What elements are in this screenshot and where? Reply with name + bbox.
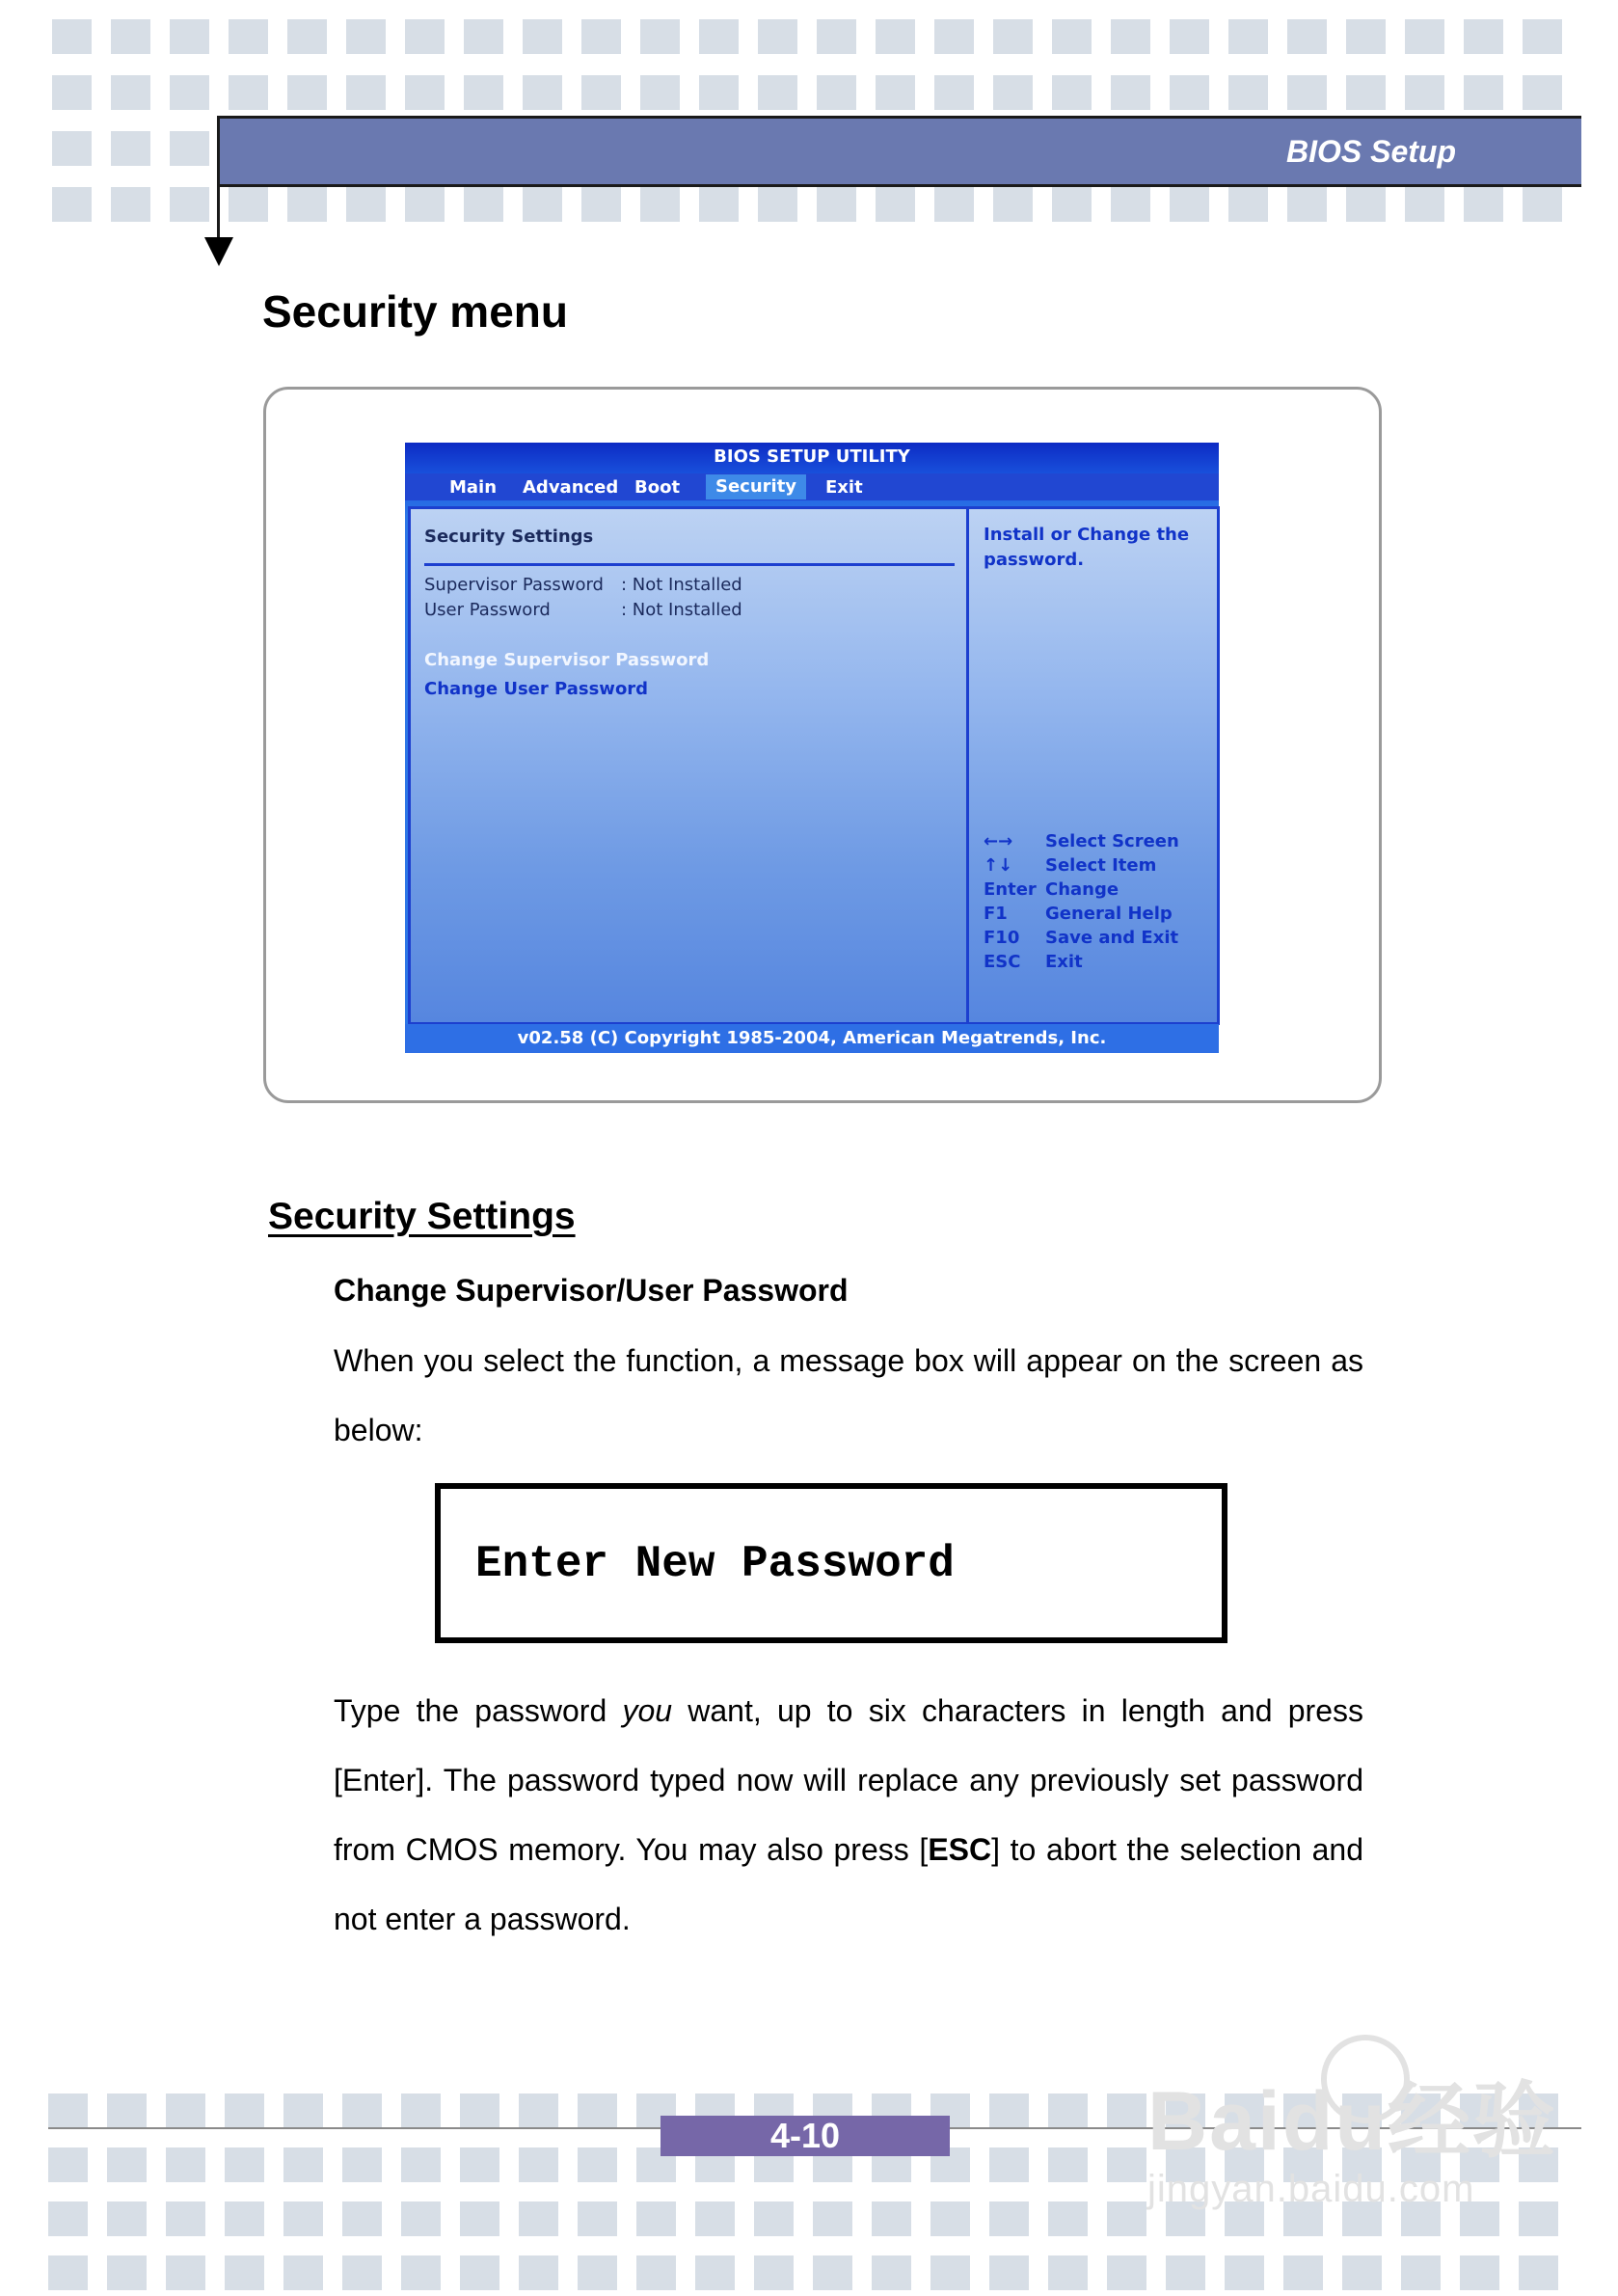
grid-square (1523, 19, 1562, 54)
grid-square (48, 2147, 88, 2182)
intro-paragraph: When you select the function, a message box will appear on the screen as below: (334, 1343, 1363, 1447)
grid-square (346, 75, 386, 110)
bios-tab-security[interactable]: Security (706, 474, 806, 500)
grid-square (934, 19, 974, 54)
grid-square (754, 2255, 794, 2290)
supervisor-password-status: : Not Installed (621, 575, 742, 595)
grid-square (1405, 19, 1444, 54)
grid-square (166, 2147, 205, 2182)
watermark (1147, 2054, 1557, 2211)
grid-square (930, 2201, 970, 2236)
grid-square (1287, 187, 1327, 222)
grid-square (166, 2201, 205, 2236)
grid-square (1287, 19, 1327, 54)
instructions-esc-key: ESC (928, 1832, 992, 1867)
grid-square (1346, 187, 1386, 222)
grid-square (1170, 75, 1209, 110)
grid-square (578, 2147, 617, 2182)
grid-square (581, 19, 621, 54)
grid-square (225, 2147, 264, 2182)
grid-square (287, 187, 327, 222)
key-help-select-screen: Select Screen (1045, 831, 1179, 851)
grid-square (519, 2255, 558, 2290)
user-password-label: User Password (424, 600, 551, 620)
grid-square (1107, 2201, 1146, 2236)
grid-square (346, 187, 386, 222)
grid-square (52, 131, 92, 166)
grid-square (460, 2255, 499, 2290)
grid-square (170, 187, 209, 222)
change-user-password-option[interactable]: Change User Password (424, 679, 649, 699)
grid-square (170, 75, 209, 110)
grid-square (989, 2093, 1029, 2128)
grid-square (170, 19, 209, 54)
grid-square (405, 187, 445, 222)
chapter-title: BIOS Setup (1285, 134, 1456, 169)
key-help-save-and-exit: Save and Exit (1045, 928, 1179, 948)
page-number: 4-10 (661, 2116, 950, 2156)
bios-copyright-footer: v02.58 (C) Copyright 1985-2004, American Megatrends, Inc. (405, 1024, 1219, 1053)
grid-square (519, 2147, 558, 2182)
bios-tab-main[interactable]: Main (449, 477, 498, 498)
key-arrows-ud-icon: ↑↓ (984, 855, 1013, 876)
grid-square (1346, 19, 1386, 54)
grid-square (993, 19, 1033, 54)
grid-square (460, 2201, 499, 2236)
watermark-url: jingyan.baidu.com (1147, 2168, 1475, 2210)
grid-square (640, 187, 680, 222)
grid-square (460, 2147, 499, 2182)
grid-square (758, 19, 797, 54)
bios-tab-boot[interactable]: Boot (634, 477, 681, 498)
instructions-part2: want, up to six characters in length and press [Enter]. The password typed now will replace any previously set password from CMOS memory. You may also press [ (334, 1693, 1364, 1867)
down-arrow-icon (204, 237, 233, 266)
grid-square (934, 75, 974, 110)
grid-square (52, 187, 92, 222)
grid-square (283, 2147, 323, 2182)
grid-square (1107, 2147, 1146, 2182)
grid-square (699, 187, 739, 222)
grid-square (401, 2201, 441, 2236)
grid-square (1111, 187, 1150, 222)
grid-square (930, 2255, 970, 2290)
bios-main-panel (408, 506, 1220, 1025)
grid-square (993, 187, 1033, 222)
bios-panel-heading: Security Settings (424, 527, 594, 547)
grid-square (1170, 19, 1209, 54)
grid-square (754, 2201, 794, 2236)
grid-square (1405, 187, 1444, 222)
grid-square (578, 2255, 617, 2290)
bios-tab-advanced[interactable]: Advanced (523, 477, 619, 498)
watermark-logo: Baidu经验 (1147, 2075, 1557, 2168)
grid-square (817, 19, 856, 54)
grid-square (1170, 187, 1209, 222)
grid-square (699, 19, 739, 54)
grid-square (876, 19, 915, 54)
grid-square (111, 187, 150, 222)
help-text-line1: Install or Change the (984, 525, 1190, 545)
key-f10: F10 (984, 928, 1020, 948)
grid-square (342, 2147, 382, 2182)
grid-square (1342, 2255, 1382, 2290)
grid-square (1111, 75, 1150, 110)
grid-square (1460, 2255, 1499, 2290)
grid-square (342, 2093, 382, 2128)
header-connector-line (217, 181, 220, 239)
grid-square (1166, 2255, 1205, 2290)
grid-square (225, 2201, 264, 2236)
bios-panel-divider (966, 509, 969, 1022)
grid-square (107, 2255, 147, 2290)
grid-square (48, 2093, 88, 2128)
grid-square (52, 75, 92, 110)
grid-square (229, 75, 268, 110)
grid-square (1464, 187, 1503, 222)
bios-heading-rule (424, 563, 955, 566)
key-help-exit: Exit (1045, 952, 1083, 972)
grid-square (636, 2201, 676, 2236)
grid-square (1052, 19, 1092, 54)
grid-square (1048, 2201, 1088, 2236)
grid-square (283, 2255, 323, 2290)
instructions-part3: ] to abort the selection and not enter a password. (334, 1832, 1364, 1936)
grid-square (283, 2093, 323, 2128)
grid-square (1523, 187, 1562, 222)
grid-square (813, 2201, 852, 2236)
grid-square (405, 75, 445, 110)
grid-square (1107, 2255, 1146, 2290)
grid-square (111, 131, 150, 166)
instructions-part1: Type the password (334, 1693, 623, 1728)
grid-square (464, 187, 503, 222)
grid-square (287, 75, 327, 110)
bios-tab-bar (405, 473, 1219, 500)
grid-square (225, 2255, 264, 2290)
grid-square (1464, 75, 1503, 110)
grid-square (1048, 2093, 1088, 2128)
grid-square (581, 187, 621, 222)
instructions-paragraph (334, 1676, 1363, 1954)
grid-square (817, 75, 856, 110)
grid-square (758, 75, 797, 110)
grid-square (1228, 75, 1268, 110)
grid-square (170, 131, 209, 166)
grid-square (401, 2255, 441, 2290)
key-arrows-lr-icon: ←→ (984, 831, 1013, 851)
grid-square (695, 2201, 735, 2236)
grid-square (813, 2255, 852, 2290)
grid-square (111, 75, 150, 110)
key-f1: F1 (984, 904, 1008, 924)
grid-square (405, 19, 445, 54)
help-text-line2: password. (984, 550, 1085, 570)
grid-square (1228, 19, 1268, 54)
grid-square (934, 187, 974, 222)
grid-square (107, 2093, 147, 2128)
grid-square (283, 2201, 323, 2236)
grid-square (989, 2147, 1029, 2182)
password-prompt: Enter New Password (475, 1539, 955, 1589)
grid-square (519, 2201, 558, 2236)
grid-square (464, 75, 503, 110)
grid-square (107, 2201, 147, 2236)
bios-title: BIOS SETUP UTILITY (714, 446, 910, 467)
grid-square (1048, 2255, 1088, 2290)
grid-square (107, 2147, 147, 2182)
bios-tab-exit[interactable]: Exit (825, 477, 863, 498)
grid-square (401, 2147, 441, 2182)
grid-square (229, 187, 268, 222)
grid-square (166, 2093, 205, 2128)
grid-square (519, 2093, 558, 2128)
grid-square (872, 2201, 911, 2236)
grid-square (48, 2201, 88, 2236)
grid-square (1287, 75, 1327, 110)
grid-square (1048, 2147, 1088, 2182)
grid-square (872, 2255, 911, 2290)
grid-square (1052, 75, 1092, 110)
grid-square (1464, 19, 1503, 54)
grid-square (401, 2093, 441, 2128)
user-password-status: : Not Installed (621, 600, 742, 620)
grid-square (1107, 2093, 1146, 2128)
grid-square (699, 75, 739, 110)
grid-square (578, 2093, 617, 2128)
baidu-paw-icon (1321, 2035, 1410, 2123)
grid-square (695, 2255, 735, 2290)
key-esc: ESC (984, 952, 1021, 972)
security-settings-heading: Security Settings (268, 1196, 576, 1237)
key-help-general-help: General Help (1045, 904, 1173, 924)
grid-square (523, 75, 562, 110)
grid-square (578, 2201, 617, 2236)
grid-square (287, 19, 327, 54)
change-password-subheading: Change Supervisor/User Password (334, 1273, 849, 1308)
grid-square (342, 2255, 382, 2290)
key-enter: Enter (984, 879, 1037, 900)
grid-square (989, 2201, 1029, 2236)
header-bar (217, 116, 1581, 187)
grid-square (1523, 75, 1562, 110)
key-help-change: Change (1045, 879, 1119, 900)
grid-square (523, 19, 562, 54)
section-title: Security menu (262, 286, 568, 337)
instructions-emphasis: you (622, 1693, 673, 1728)
grid-square (225, 2093, 264, 2128)
grid-square (817, 187, 856, 222)
grid-square (229, 19, 268, 54)
grid-square (342, 2201, 382, 2236)
password-message-box (435, 1483, 1227, 1643)
grid-square (523, 187, 562, 222)
grid-square (1401, 2255, 1441, 2290)
bios-screen (405, 443, 1219, 1053)
grid-square (460, 2093, 499, 2128)
grid-square (1346, 75, 1386, 110)
grid-square (581, 75, 621, 110)
grid-square (758, 187, 797, 222)
grid-square (166, 2255, 205, 2290)
grid-square (1052, 187, 1092, 222)
grid-square (1228, 187, 1268, 222)
grid-square (1519, 2255, 1558, 2290)
change-supervisor-password-option[interactable]: Change Supervisor Password (424, 650, 710, 670)
grid-square (636, 2255, 676, 2290)
grid-square (876, 75, 915, 110)
grid-square (876, 187, 915, 222)
grid-square (989, 2255, 1029, 2290)
grid-square (1283, 2255, 1323, 2290)
grid-square (1405, 75, 1444, 110)
grid-square (48, 2255, 88, 2290)
grid-square (52, 19, 92, 54)
grid-square (993, 75, 1033, 110)
grid-square (1225, 2255, 1264, 2290)
grid-square (111, 19, 150, 54)
grid-square (1111, 19, 1150, 54)
grid-square (346, 19, 386, 54)
grid-square (464, 19, 503, 54)
grid-square (640, 19, 680, 54)
supervisor-password-label: Supervisor Password (424, 575, 604, 595)
key-help-select-item: Select Item (1045, 855, 1157, 876)
grid-square (640, 75, 680, 110)
